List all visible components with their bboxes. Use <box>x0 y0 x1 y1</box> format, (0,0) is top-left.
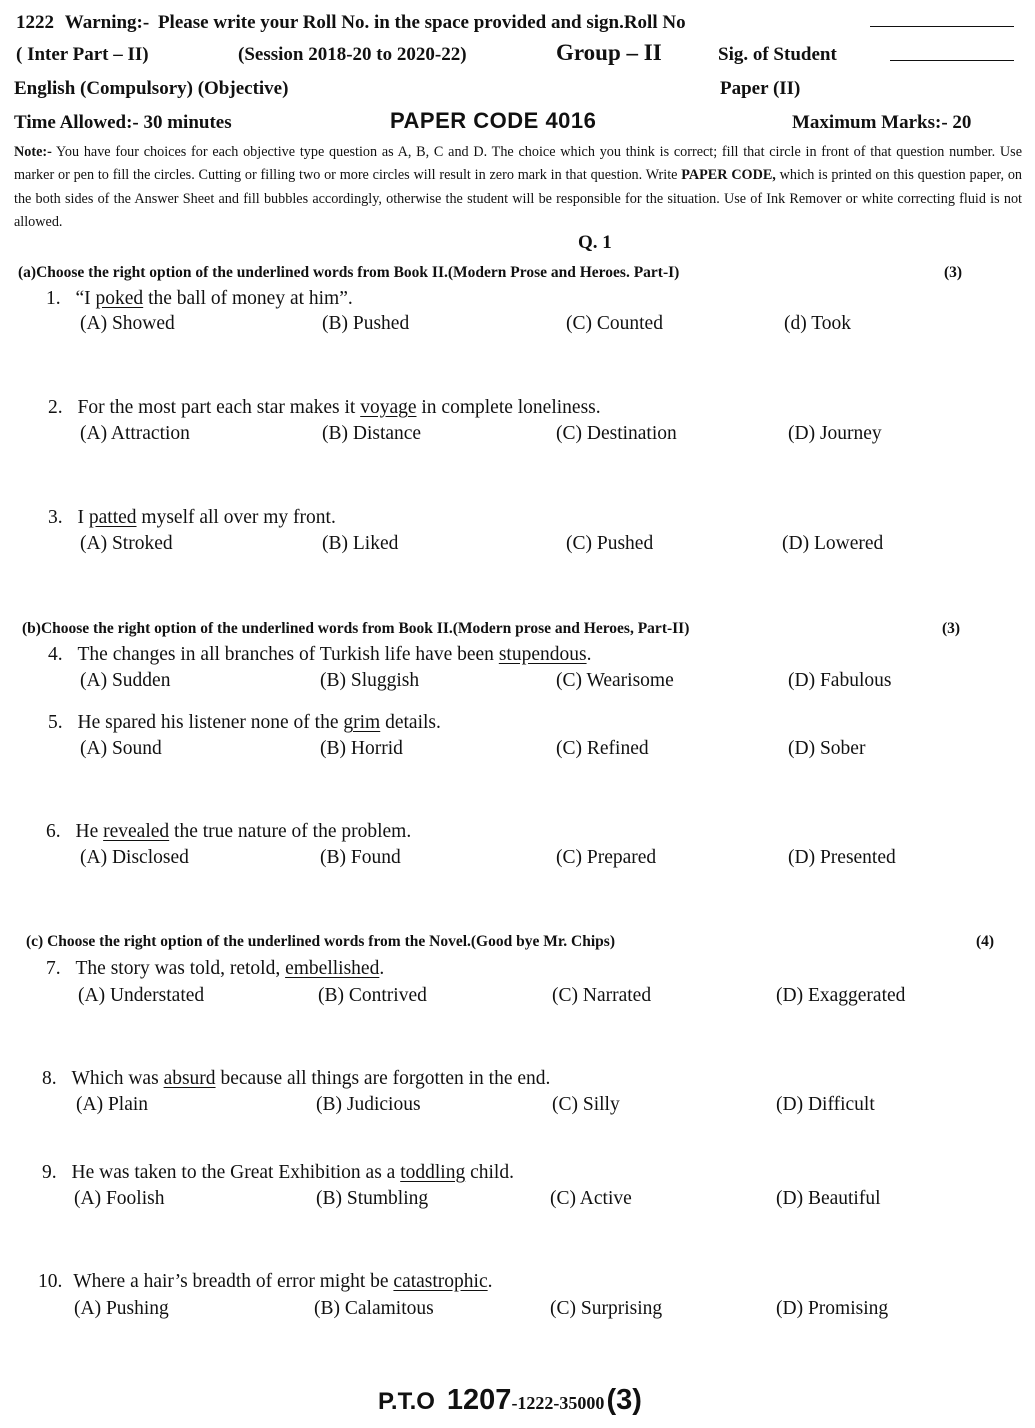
signature-line <box>890 60 1014 61</box>
question-5-underlined-word: grim <box>343 712 381 733</box>
footer-pto: P.T.O <box>378 1388 435 1415</box>
question-1 <box>46 288 353 310</box>
question-10-option-c: (C) Surprising <box>550 1298 663 1319</box>
question-7 <box>46 958 384 980</box>
question-2 <box>48 397 601 419</box>
subject: English (Compulsory) (Objective) <box>14 78 289 99</box>
question-8-number: 8. <box>42 1068 57 1089</box>
question-2-underlined-word: voyage <box>360 397 417 418</box>
question-8-underlined-word: absurd <box>163 1068 216 1089</box>
section-b-heading: (b)Choose the right option of the underlined words from Book II.(Modern prose and Heroes, Part-II) <box>22 620 690 637</box>
question-7-text-pre: The story was told, retold, <box>75 958 286 979</box>
section-b-marks: (3) <box>942 620 961 637</box>
question-10-text-pre: Where a hair’s breadth of error might be <box>73 1271 394 1292</box>
question-number: Q. 1 <box>578 232 612 253</box>
question-3-option-d: (D) Lowered <box>782 533 884 554</box>
question-9-option-a: (A) Foolish <box>74 1188 165 1209</box>
question-9-option-b: (B) Stumbling <box>316 1188 429 1209</box>
question-10-option-d: (D) Promising <box>776 1298 889 1319</box>
question-10-option-a: (A) Pushing <box>74 1298 169 1319</box>
time-allowed: Time Allowed:- 30 minutes <box>14 112 232 133</box>
group: Group – II <box>556 40 662 65</box>
question-3-option-c: (C) Pushed <box>566 533 654 554</box>
instructions-note <box>14 141 1022 235</box>
question-3-text-pre: I <box>77 507 89 528</box>
warning-label: Warning:- <box>64 12 150 33</box>
question-5-option-c: (C) Refined <box>556 738 649 759</box>
question-1-number: 1. <box>46 288 61 309</box>
question-7-option-d: (D) Exaggerated <box>776 985 906 1006</box>
header-line-1 <box>16 12 686 34</box>
question-3-number: 3. <box>48 507 63 528</box>
question-6-option-d: (D) Presented <box>788 847 896 868</box>
question-7-option-b: (B) Contrived <box>318 985 427 1006</box>
footer-code: 1207 <box>446 1384 512 1416</box>
question-8-text-pre: Which was <box>71 1068 164 1089</box>
question-8-text-post: because all things are forgotten in the end. <box>215 1068 551 1089</box>
question-4-text-post: . <box>586 644 592 665</box>
question-2-option-b: (B) Distance <box>322 423 422 444</box>
question-6-underlined-word: revealed <box>103 821 170 842</box>
question-5-text-post: details. <box>380 712 441 733</box>
question-1-option-c: (C) Counted <box>566 313 663 334</box>
question-2-option-a: (A) Attraction <box>80 423 190 444</box>
question-6-text-post: the true nature of the problem. <box>169 821 412 842</box>
question-1-option-b: (B) Pushed <box>322 313 410 334</box>
section-a-marks: (3) <box>944 264 963 281</box>
question-8-option-d: (D) Difficult <box>776 1094 875 1115</box>
paper-number: Paper (II) <box>720 78 801 99</box>
question-9 <box>42 1162 514 1184</box>
question-2-text-pre: For the most part each star makes it <box>77 397 361 418</box>
question-6-option-a: (A) Disclosed <box>80 847 189 868</box>
question-7-option-a: (A) Understated <box>78 985 205 1006</box>
roll-no-line <box>870 26 1014 27</box>
question-9-text-pre: He was taken to the Great Exhibition as a <box>71 1162 401 1183</box>
question-2-text-post: in complete loneliness. <box>416 397 601 418</box>
question-5-text-pre: He spared his listener none of the <box>77 712 344 733</box>
question-6 <box>46 821 411 843</box>
question-7-underlined-word: embellished <box>285 958 380 979</box>
question-4-option-b: (B) Sluggish <box>320 670 420 691</box>
question-5-option-d: (D) Sober <box>788 738 866 759</box>
question-5 <box>48 712 441 734</box>
question-4-text-pre: The changes in all branches of Turkish life have been <box>77 644 499 665</box>
question-5-number: 5. <box>48 712 63 733</box>
question-4-option-c: (C) Wearisome <box>556 670 674 691</box>
question-6-option-c: (C) Prepared <box>556 847 657 868</box>
question-5-option-a: (A) Sound <box>80 738 162 759</box>
inter-part: ( Inter Part – II) <box>16 44 149 65</box>
question-6-number: 6. <box>46 821 61 842</box>
question-2-option-c: (C) Destination <box>556 423 677 444</box>
question-8-option-c: (C) Silly <box>552 1094 620 1115</box>
question-3-underlined-word: patted <box>88 507 137 528</box>
note-text-1: You have four choices for each objective type question as A, B, C and D. The choice which you think is correct; fill that circle in front of that question number. Use marker or pen to fill the circles. Cutting or filling two or more circles will result in zero mark in that question. Write <box>14 144 1022 184</box>
question-10-text-post: . <box>487 1271 493 1292</box>
question-9-underlined-word: toddling <box>400 1162 466 1183</box>
question-1-option-a: (A) Showed <box>80 313 175 334</box>
signature-label: Sig. of Student <box>718 44 837 65</box>
question-8-option-a: (A) Plain <box>76 1094 149 1115</box>
section-c-heading: (c) Choose the right option of the underlined words from the Novel.(Good bye Mr. Chips) <box>26 933 615 950</box>
question-3 <box>48 507 336 529</box>
question-2-number: 2. <box>48 397 63 418</box>
note-text-2: which is printed on this question paper, on the both sides of the Answer Sheet and fill bubbles accordingly, otherwise the student will be responsible for the situation. Use of Ink Remover or white correcting fluid is not allowed. <box>14 167 1023 231</box>
footer <box>378 1384 642 1417</box>
question-6-text-pre: He <box>75 821 104 842</box>
question-7-number: 7. <box>46 958 61 979</box>
note-lead: Note:- <box>14 144 52 160</box>
question-7-option-c: (C) Narrated <box>552 985 652 1006</box>
question-4-number: 4. <box>48 644 63 665</box>
question-1-text-pre: “I <box>75 288 96 309</box>
session: (Session 2018-20 to 2020-22) <box>238 44 467 65</box>
question-10 <box>38 1271 493 1293</box>
question-10-number: 10. <box>38 1271 63 1292</box>
question-4-underlined-word: stupendous <box>498 644 587 665</box>
question-9-option-c: (C) Active <box>550 1188 632 1209</box>
question-1-underlined-word: poked <box>95 288 144 309</box>
warning-text: Please write your Roll No. in the space provided and sign.Roll No <box>157 12 686 33</box>
footer-suffix: -1222-35000 <box>511 1393 605 1413</box>
paper-code: PAPER CODE 4016 <box>390 108 597 133</box>
question-10-option-b: (B) Calamitous <box>314 1298 434 1319</box>
question-3-option-b: (B) Liked <box>322 533 399 554</box>
question-6-option-b: (B) Found <box>320 847 401 868</box>
question-8-option-b: (B) Judicious <box>316 1094 421 1115</box>
question-4 <box>48 644 591 666</box>
question-4-option-a: (A) Sudden <box>80 670 171 691</box>
question-2-option-d: (D) Journey <box>788 423 882 444</box>
question-7-text-post: . <box>379 958 385 979</box>
paper-serial: 1222 <box>16 12 54 33</box>
question-4-option-d: (D) Fabulous <box>788 670 892 691</box>
question-3-option-a: (A) Stroked <box>80 533 173 554</box>
footer-page-number: (3) <box>606 1384 642 1416</box>
question-9-number: 9. <box>42 1162 57 1183</box>
question-3-text-post: myself all over my front. <box>136 507 336 528</box>
section-a-heading: (a)Choose the right option of the underlined words from Book II.(Modern Prose and Heroes. Part-I) <box>18 264 680 281</box>
question-10-underlined-word: catastrophic <box>393 1271 488 1292</box>
note-bold-paper-code: PAPER CODE, <box>681 167 776 184</box>
maximum-marks: Maximum Marks:- 20 <box>792 112 972 133</box>
question-9-option-d: (D) Beautiful <box>776 1188 881 1209</box>
question-1-option-d: (d) Took <box>784 313 852 334</box>
question-9-text-post: child. <box>465 1162 514 1183</box>
section-c-marks: (4) <box>976 933 995 950</box>
question-8 <box>42 1068 550 1090</box>
question-5-option-b: (B) Horrid <box>320 738 403 759</box>
question-1-text-post: the ball of money at him”. <box>143 288 353 309</box>
